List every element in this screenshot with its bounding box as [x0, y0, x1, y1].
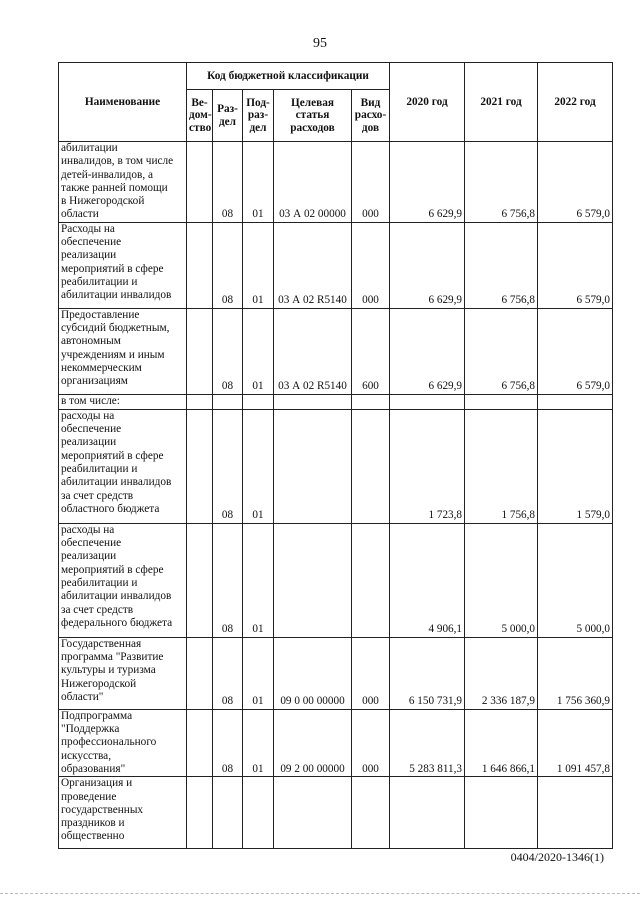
- table-cell-razdel: 08: [213, 409, 243, 523]
- table-cell-podrazdel: 01: [243, 222, 274, 308]
- table-cell-2022: 5 000,0: [538, 523, 613, 637]
- table-cell-razdel: 08: [213, 308, 243, 394]
- table-cell-razdel: 08: [213, 222, 243, 308]
- table-cell-name: в том числе:: [59, 394, 187, 409]
- table-cell-2022: 1 756 360,9: [538, 637, 613, 709]
- document-code: 0404/2020-1346(1): [510, 850, 604, 864]
- table-cell-podrazdel: 01: [243, 409, 274, 523]
- table-cell-2022: [538, 777, 613, 849]
- table-cell-2020: 6 150 731,9: [390, 637, 465, 709]
- header-name: Наименование: [59, 63, 187, 142]
- table-cell-vedomstvo: [187, 409, 213, 523]
- table-cell-vid: [352, 777, 390, 849]
- header-razdel: Раз- дел: [213, 90, 243, 142]
- table-row: [59, 523, 613, 637]
- table-cell-2020: 6 629,9: [390, 308, 465, 394]
- table-cell-celevaya: 03 А 02 R5140: [274, 222, 352, 308]
- table-cell-name: Предоставление субсидий бюджетным, автономным учреждениям и иным некоммерческим организациям: [59, 308, 187, 394]
- table-cell-2021: 6 756,8: [465, 142, 538, 223]
- table-cell-2020: 1 723,8: [390, 409, 465, 523]
- table-cell-razdel: 08: [213, 523, 243, 637]
- table-header: [59, 63, 613, 142]
- table-cell-2022: 1 579,0: [538, 409, 613, 523]
- header-podrazdel: Под- раз- дел: [243, 90, 274, 142]
- table-cell-name: абилитации инвалидов, в том числе детей-инвалидов, а также ранней помощи в Нижегородской области: [59, 142, 187, 223]
- table-cell-podrazdel: 01: [243, 142, 274, 223]
- table-cell-razdel: [213, 777, 243, 849]
- table-cell-2021: 5 000,0: [465, 523, 538, 637]
- table-cell-razdel: 08: [213, 709, 243, 776]
- table-cell-celevaya: 03 А 02 00000: [274, 142, 352, 223]
- table-cell-name: Подпрограмма "Поддержка профессионального искусства, образования": [59, 709, 187, 776]
- table-row: [59, 222, 613, 308]
- header-celevaya: Целевая статья расходов: [274, 90, 352, 142]
- table-cell-razdel: 08: [213, 637, 243, 709]
- table-cell-vedomstvo: [187, 142, 213, 223]
- table-cell-celevaya: 03 А 02 R5140: [274, 308, 352, 394]
- table-cell-2020: [390, 777, 465, 849]
- table-cell-2021: [465, 777, 538, 849]
- page-number: 95: [313, 36, 327, 51]
- header-2021: 2021 год: [465, 63, 538, 142]
- table-cell-vid: 000: [352, 637, 390, 709]
- table-cell-celevaya: [274, 523, 352, 637]
- table-cell-2021: 1 756,8: [465, 409, 538, 523]
- table-cell-2021: 6 756,8: [465, 222, 538, 308]
- table-cell-2020: [390, 394, 465, 409]
- table-cell-vedomstvo: [187, 523, 213, 637]
- table-row: [59, 308, 613, 394]
- table-cell-vid: [352, 394, 390, 409]
- table-cell-podrazdel: [243, 394, 274, 409]
- table-cell-vid: 000: [352, 142, 390, 223]
- table-row: [59, 709, 613, 776]
- table-cell-2021: 1 646 866,1: [465, 709, 538, 776]
- header-vedomstvo: Ве- дом- ство: [187, 90, 213, 142]
- table-cell-name: Организация и проведение государственных праздников и общественно: [59, 777, 187, 849]
- table-cell-vedomstvo: [187, 637, 213, 709]
- table-cell-2021: [465, 394, 538, 409]
- table-cell-2022: 6 579,0: [538, 308, 613, 394]
- table-cell-2022: 1 091 457,8: [538, 709, 613, 776]
- header-2022: 2022 год: [538, 63, 613, 142]
- header-code-group: Код бюджетной классификации: [187, 63, 390, 90]
- table-cell-vedomstvo: [187, 222, 213, 308]
- header-vid: Вид расхо- дов: [352, 90, 390, 142]
- table-cell-2020: 6 629,9: [390, 142, 465, 223]
- table-cell-vedomstvo: [187, 777, 213, 849]
- table-row: [59, 142, 613, 223]
- table-row: [59, 777, 613, 849]
- table-row: [59, 409, 613, 523]
- table-cell-2022: [538, 394, 613, 409]
- header-2020: 2020 год: [390, 63, 465, 142]
- table-cell-vid: [352, 523, 390, 637]
- table-body: [59, 142, 613, 849]
- table-cell-podrazdel: [243, 777, 274, 849]
- table-cell-podrazdel: 01: [243, 523, 274, 637]
- table-cell-razdel: [213, 394, 243, 409]
- table-cell-celevaya: [274, 409, 352, 523]
- table-cell-celevaya: [274, 394, 352, 409]
- table-cell-2021: 6 756,8: [465, 308, 538, 394]
- table-cell-vid: [352, 409, 390, 523]
- table-cell-name: расходы на обеспечение реализации мероприятий в сфере реабилитации и абилитации инвалидов за счет средств областного бюджета: [59, 409, 187, 523]
- table-row: [59, 394, 613, 409]
- budget-table: [58, 62, 613, 849]
- table-cell-name: Расходы на обеспечение реализации мероприятий в сфере реабилитации и абилитации инвалидов: [59, 222, 187, 308]
- table-cell-vedomstvo: [187, 308, 213, 394]
- table-cell-vedomstvo: [187, 394, 213, 409]
- table-cell-name: расходы на обеспечение реализации мероприятий в сфере реабилитации и абилитации инвалидов за счет средств федерального бюджета: [59, 523, 187, 637]
- table-cell-vid: 600: [352, 308, 390, 394]
- table-cell-2020: 4 906,1: [390, 523, 465, 637]
- table-cell-podrazdel: 01: [243, 709, 274, 776]
- table-cell-podrazdel: 01: [243, 637, 274, 709]
- table-cell-celevaya: [274, 777, 352, 849]
- table-cell-2021: 2 336 187,9: [465, 637, 538, 709]
- table-cell-vedomstvo: [187, 709, 213, 776]
- table-cell-celevaya: 09 0 00 00000: [274, 637, 352, 709]
- table-cell-2022: 6 579,0: [538, 222, 613, 308]
- scan-edge-line: [0, 893, 640, 894]
- table-cell-2022: 6 579,0: [538, 142, 613, 223]
- table-cell-razdel: 08: [213, 142, 243, 223]
- table-cell-podrazdel: 01: [243, 308, 274, 394]
- table-cell-celevaya: 09 2 00 00000: [274, 709, 352, 776]
- table-cell-2020: 5 283 811,3: [390, 709, 465, 776]
- table-row: [59, 637, 613, 709]
- table-cell-vid: 000: [352, 222, 390, 308]
- table-cell-name: Государственная программа "Развитие культуры и туризма Нижегородской области": [59, 637, 187, 709]
- table-cell-vid: 000: [352, 709, 390, 776]
- table-cell-2020: 6 629,9: [390, 222, 465, 308]
